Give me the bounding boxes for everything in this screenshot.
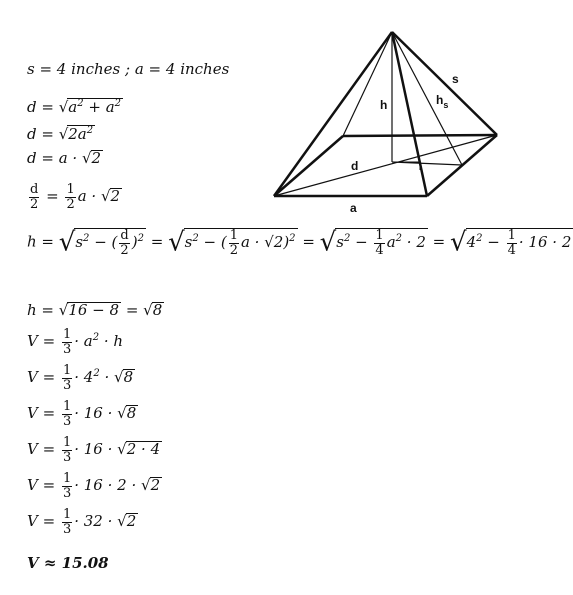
h-value-line: h = √16 − 8 = √8 xyxy=(27,301,163,319)
v-line-2: V = $\frac{1}{3}$ · $4^2 \cdot √8$ xyxy=(27,363,134,393)
volume-result: V ≈ 15.08 xyxy=(27,554,109,572)
d-line-1: $d = √a^2 + a^2$ xyxy=(27,98,122,116)
label-s: s xyxy=(452,72,459,86)
given-values: s = 4 inches ; a = 4 inches xyxy=(27,60,230,78)
v-line-5: V = $\frac{1}{3}$ · 16 · 2 · √2 xyxy=(27,471,161,501)
label-h: h xyxy=(380,98,388,112)
h-line: $h = √s^2$ − ( $\frac{d}{2}$ )$^2 = √s^2$ − ( $\frac{1}{2}$ $a \cdot √2)^2 = √s^2$ − $\frac{1}{4}$ $a^2 \cdot 2 = √4^2$ − $\frac{1}{4}$ · 16 · 2 xyxy=(27,227,572,258)
d-line-3: d = a · √2 xyxy=(27,149,102,167)
label-a: a xyxy=(350,201,357,215)
half-d-line: $\frac{d}{2}$ = $\frac{1}{2}$ a · √2 xyxy=(30,182,121,212)
label-d: d xyxy=(351,159,359,173)
v-line-4: V = $\frac{1}{3}$ · 16 · √2 · 4 xyxy=(27,435,161,465)
d-line-2: $d = √2a^2$ xyxy=(27,125,94,143)
v-line-3: V = $\frac{1}{3}$ · 16 · √8 xyxy=(27,399,137,429)
v-line-6: V = $\frac{1}{3}$ · 32 · √2 xyxy=(27,507,137,537)
v-line-1: V = $\frac{1}{3}$ · $a^2 \cdot h$ xyxy=(27,327,124,357)
label-hs: $h_s$ xyxy=(436,93,449,110)
